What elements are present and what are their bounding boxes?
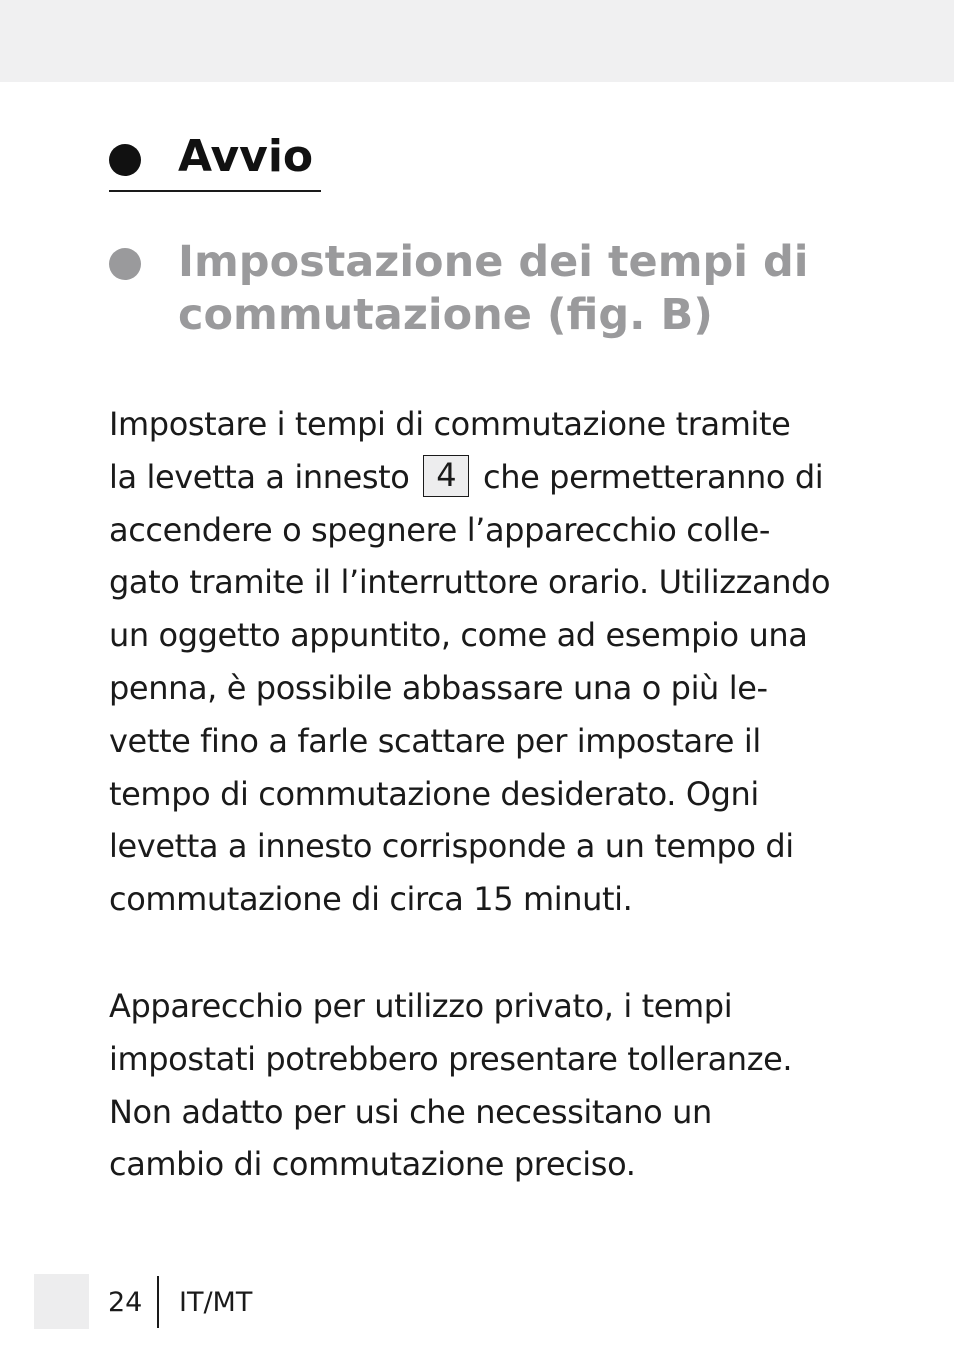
page-number: 24 [108,1287,143,1318]
bullet-icon [109,144,141,176]
language-code: IT/MT [179,1287,253,1318]
text-line: un oggetto appuntito, come ad esempio una [109,616,808,655]
footer-tab-box [34,1274,89,1329]
text-line: gato tramite il l’interruttore orario. Utilizzando [109,563,831,602]
text-line: Non adatto per usi che necessitano un [109,1092,712,1131]
text-fragment: la levetta a innesto [109,457,410,496]
text-line: impostati potrebbero presentare tolleranze. [109,1039,793,1078]
subsection-title-line: commutazione (fig. B) [178,290,713,340]
text-line: tempo di commutazione desiderato. Ogni [109,774,759,813]
text-line: penna, è possibile abbassare una o più le- [109,668,768,707]
bullet-icon [109,248,141,280]
text-line: levetta a innesto corrisponde a un tempo di [109,827,794,866]
footer-divider [157,1276,159,1328]
section-heading-avvio [109,128,321,192]
subsection-title [178,236,858,342]
body-paragraph-1 [109,398,849,926]
text-line [109,451,849,504]
body-paragraph-2 [109,980,849,1191]
top-band [0,0,954,82]
part-reference-box: 4 [423,455,469,497]
text-line: accendere o spegnere l’apparecchio colle- [109,510,771,549]
text-fragment: che permetteranno di [483,457,824,496]
section-title: Avvio [178,131,314,182]
text-line: Impostare i tempi di commutazione tramite [109,405,791,443]
text-line: commutazione di circa 15 minuti. [109,880,633,919]
text-line: cambio di commutazione preciso. [109,1145,636,1184]
text-line: vette fino a farle scattare per impostare il [109,721,761,760]
text-line: Apparecchio per utilizzo privato, i tempi [109,987,733,1025]
subsection-title-line: Impostazione dei tempi di [178,237,809,287]
